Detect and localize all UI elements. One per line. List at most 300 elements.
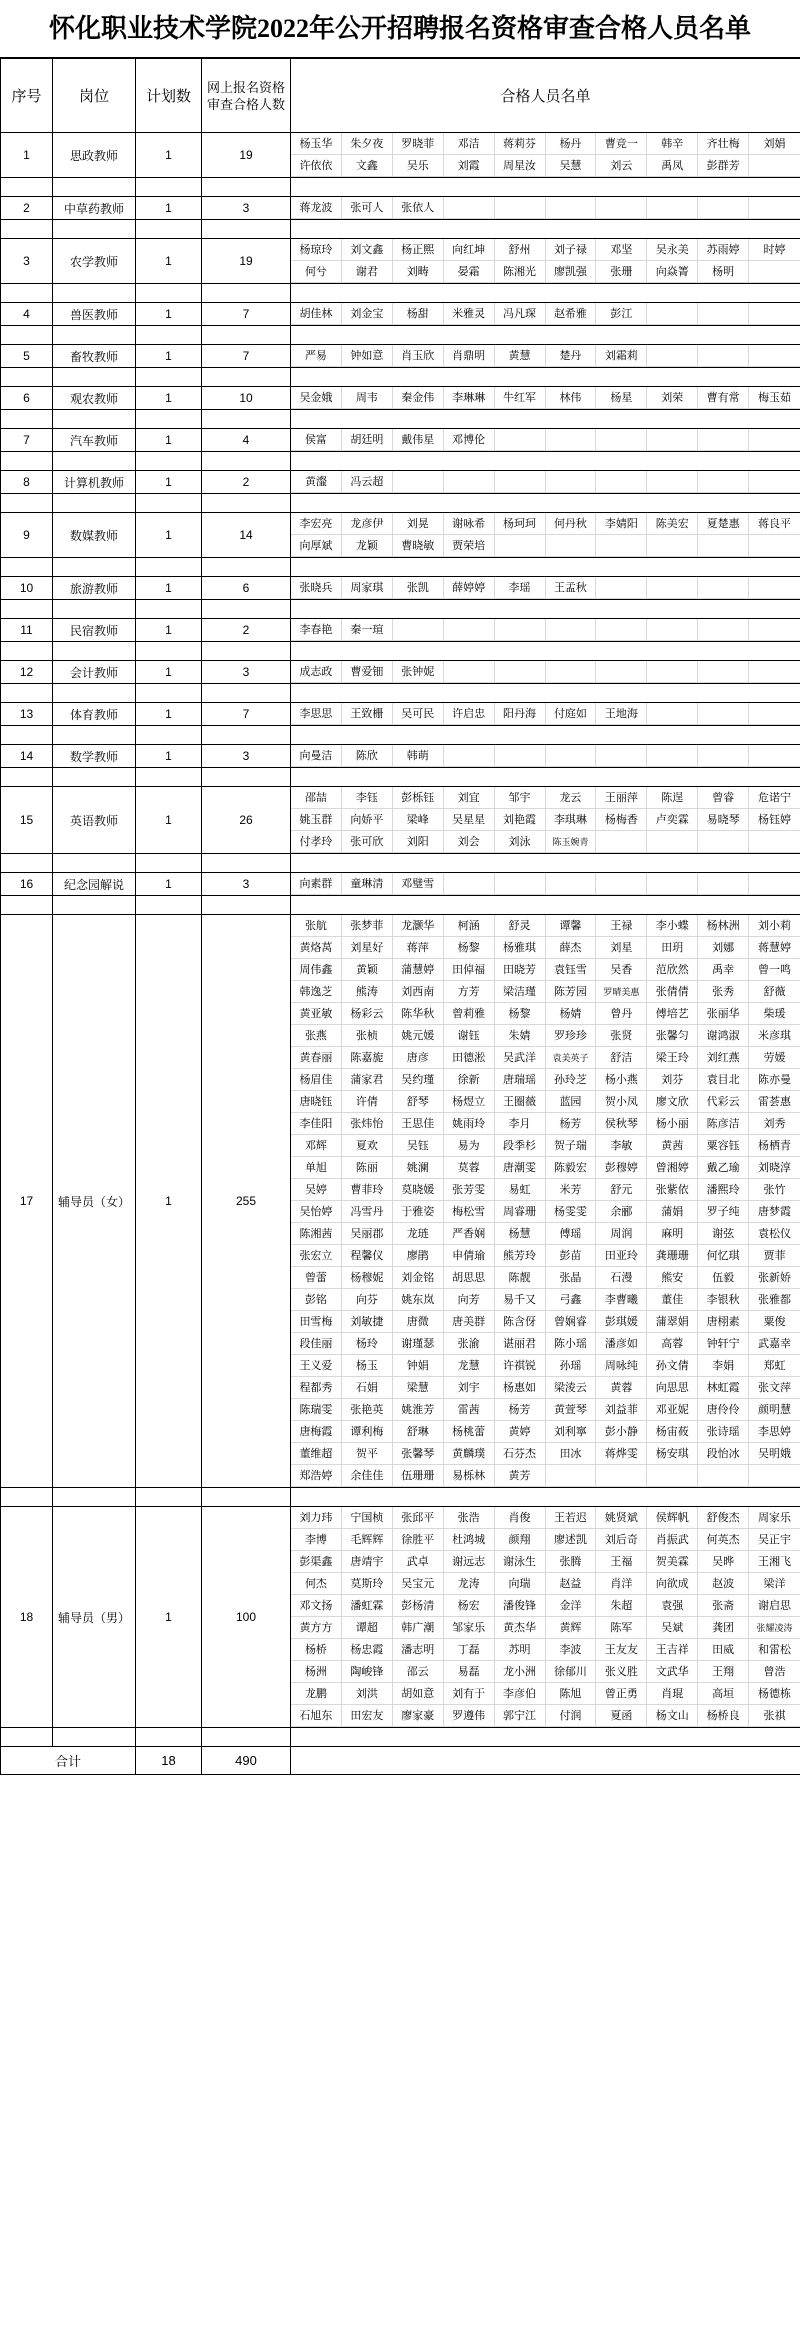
- name-cell: 向芬: [342, 1289, 393, 1311]
- row-count: 100: [202, 1507, 291, 1728]
- name-cell: 谭超: [342, 1617, 393, 1639]
- row-post: 英语教师: [53, 787, 136, 854]
- name-cell: 刘芬: [647, 1069, 698, 1091]
- empty-cell: [698, 303, 749, 325]
- spacer-cell: [53, 768, 136, 787]
- name-cell: 林虹霞: [698, 1377, 749, 1399]
- row-count: 2: [202, 471, 291, 494]
- name-cell: 袁强: [647, 1595, 698, 1617]
- name-cell: 谭馨: [546, 915, 597, 937]
- names-grid: [291, 577, 800, 599]
- empty-cell: [647, 429, 698, 451]
- name-cell: 梁慧: [393, 1377, 444, 1399]
- name-cell: 杨忠霞: [342, 1639, 393, 1661]
- name-cell: 向焱箐: [647, 261, 698, 283]
- spacer-cell: [202, 220, 291, 239]
- spacer-cell: [53, 600, 136, 619]
- name-cell: 张腾: [546, 1551, 597, 1573]
- name-cell: 薛杰: [546, 937, 597, 959]
- name-cell: 王圈薇: [495, 1091, 546, 1113]
- name-cell: 田威: [698, 1639, 749, 1661]
- spacer-row: [1, 410, 800, 429]
- spacer-cell: [1, 684, 53, 703]
- name-cell: 杨德栋: [749, 1683, 800, 1705]
- row-names: [291, 133, 800, 178]
- name-cell: 颜明慧: [749, 1399, 800, 1421]
- empty-cell: [647, 831, 698, 853]
- row-no: 10: [1, 577, 53, 600]
- row-plan: 1: [136, 703, 202, 726]
- spacer-row: [1, 1728, 800, 1747]
- empty-cell: [749, 831, 800, 853]
- name-cell: 肖振武: [647, 1529, 698, 1551]
- row-plan: 1: [136, 197, 202, 220]
- name-cell: 刘娟: [749, 133, 800, 155]
- name-cell: 杨玉华: [291, 133, 342, 155]
- spacer-cell: [202, 326, 291, 345]
- empty-cell: [698, 745, 749, 767]
- names-grid: [291, 345, 800, 367]
- name-cell: 唐梦霞: [749, 1201, 800, 1223]
- spacer-cell: [291, 726, 800, 745]
- name-cell: 龙慧: [444, 1355, 495, 1377]
- name-cell: 潘志明: [393, 1639, 444, 1661]
- name-cell: 张馨琴: [393, 1443, 444, 1465]
- spacer-cell: [291, 1488, 800, 1507]
- empty-cell: [698, 1465, 749, 1487]
- empty-cell: [749, 577, 800, 599]
- name-cell: 张可欣: [342, 831, 393, 853]
- name-cell: 蒲慧婷: [393, 959, 444, 981]
- row-post: 辅导员（女）: [53, 915, 136, 1488]
- name-cell: 麻明: [647, 1223, 698, 1245]
- name-cell: 舒州: [495, 239, 546, 261]
- name-cell: 龚珊珊: [647, 1245, 698, 1267]
- name-cell: 刘秀: [749, 1113, 800, 1135]
- name-cell: 柴瑗: [749, 1003, 800, 1025]
- spacer-cell: [1, 326, 53, 345]
- name-cell: 武卓: [393, 1551, 444, 1573]
- name-cell: 胡如意: [393, 1683, 444, 1705]
- name-cell: 薛婷婷: [444, 577, 495, 599]
- empty-cell: [444, 619, 495, 641]
- name-cell: 杨彩云: [342, 1003, 393, 1025]
- empty-cell: [444, 873, 495, 895]
- name-cell: 陈靓: [495, 1267, 546, 1289]
- name-cell: 蒋良平: [749, 513, 800, 535]
- name-cell: 刘娜: [698, 937, 749, 959]
- empty-cell: [698, 703, 749, 725]
- empty-cell: [596, 577, 647, 599]
- name-cell: 蒋慧婷: [749, 937, 800, 959]
- name-cell: 朱超: [596, 1595, 647, 1617]
- name-cell: 刘霜莉: [596, 345, 647, 367]
- row-post: 中草药教师: [53, 197, 136, 220]
- spacer-cell: [1, 600, 53, 619]
- row-post: 辅导员（男）: [53, 1507, 136, 1728]
- name-cell: 牛红军: [495, 387, 546, 409]
- qualified-list-table: [0, 58, 800, 1775]
- name-cell: 严易: [291, 345, 342, 367]
- row-names: [291, 703, 800, 726]
- row-plan: 1: [136, 787, 202, 854]
- spacer-cell: [136, 494, 202, 513]
- name-cell: 王丽萍: [596, 787, 647, 809]
- name-cell: 蒋烨雯: [596, 1443, 647, 1465]
- name-cell: 杨洲: [291, 1661, 342, 1683]
- names-grid: [291, 703, 800, 725]
- name-cell: 姚澜: [393, 1157, 444, 1179]
- header-post: 岗位: [53, 59, 136, 133]
- name-cell: 段佳丽: [291, 1333, 342, 1355]
- name-cell: 胡佳林: [291, 303, 342, 325]
- name-cell: 舒洁: [596, 1047, 647, 1069]
- name-cell: 张贤: [596, 1025, 647, 1047]
- name-cell: 罗晓菲: [393, 133, 444, 155]
- name-cell: 代彩云: [698, 1091, 749, 1113]
- spacer-cell: [1, 452, 53, 471]
- empty-cell: [596, 429, 647, 451]
- empty-cell: [596, 471, 647, 493]
- name-cell: 危诺宁: [749, 787, 800, 809]
- row-names: [291, 387, 800, 410]
- name-cell: 程馨仪: [342, 1245, 393, 1267]
- spacer-cell: [291, 452, 800, 471]
- row-plan: 1: [136, 133, 202, 178]
- name-cell: 黄芳: [495, 1465, 546, 1487]
- name-cell: 杨婧: [546, 1003, 597, 1025]
- name-cell: 王孟秋: [546, 577, 597, 599]
- row-no: 5: [1, 345, 53, 368]
- name-cell: 张晓兵: [291, 577, 342, 599]
- empty-cell: [546, 873, 597, 895]
- name-cell: 米芳: [546, 1179, 597, 1201]
- spacer-cell: [291, 896, 800, 915]
- empty-cell: [647, 197, 698, 219]
- name-cell: 龙琏: [393, 1223, 444, 1245]
- table-row: [1, 661, 800, 684]
- empty-cell: [749, 535, 800, 557]
- name-cell: 杨珂珂: [495, 513, 546, 535]
- name-cell: 唐梅霞: [291, 1421, 342, 1443]
- name-cell: 刘宇: [444, 1377, 495, 1399]
- name-cell: 邓辉: [291, 1135, 342, 1157]
- name-cell: 张可人: [342, 197, 393, 219]
- name-cell: 曹爱钿: [342, 661, 393, 683]
- name-cell: 杨栖青: [749, 1135, 800, 1157]
- name-cell: 杨眉佳: [291, 1069, 342, 1091]
- name-cell: 杨明: [698, 261, 749, 283]
- spacer-cell: [202, 284, 291, 303]
- name-cell: 罗子纯: [698, 1201, 749, 1223]
- row-count: 7: [202, 703, 291, 726]
- empty-cell: [444, 197, 495, 219]
- name-cell: 王若迟: [546, 1507, 597, 1529]
- name-cell: 于雅姿: [393, 1201, 444, 1223]
- row-post: 计算机教师: [53, 471, 136, 494]
- name-cell: 杨芳: [495, 1399, 546, 1421]
- spacer-cell: [291, 768, 800, 787]
- page-title: 怀化职业技术学院2022年公开招聘报名资格审查合格人员名单: [0, 0, 800, 58]
- name-cell: 赵波: [698, 1573, 749, 1595]
- name-cell: 贾菲: [749, 1245, 800, 1267]
- names-grid: [291, 429, 800, 451]
- name-cell: 卢奕霖: [647, 809, 698, 831]
- spacer-cell: [202, 410, 291, 429]
- name-cell: 刘小莉: [749, 915, 800, 937]
- name-cell: 杨桥: [291, 1639, 342, 1661]
- name-cell: 韩广潮: [393, 1617, 444, 1639]
- empty-cell: [749, 155, 800, 177]
- spacer-cell: [202, 178, 291, 197]
- empty-cell: [495, 471, 546, 493]
- empty-cell: [596, 197, 647, 219]
- name-cell: 曾正勇: [596, 1683, 647, 1705]
- name-cell: 张炜怡: [342, 1113, 393, 1135]
- name-cell: 刘敏捷: [342, 1311, 393, 1333]
- name-cell: 田冰: [546, 1443, 597, 1465]
- name-cell: 齐壮梅: [698, 133, 749, 155]
- name-cell: 张祺: [749, 1705, 800, 1727]
- spacer-cell: [291, 600, 800, 619]
- empty-cell: [749, 661, 800, 683]
- name-cell: 程都秀: [291, 1377, 342, 1399]
- empty-cell: [495, 619, 546, 641]
- name-cell: 刘宜: [444, 787, 495, 809]
- name-cell: 吴武洋: [495, 1047, 546, 1069]
- row-names: [291, 345, 800, 368]
- row-plan: 1: [136, 471, 202, 494]
- name-cell: 孙玲芝: [546, 1069, 597, 1091]
- name-cell: 付孝玲: [291, 831, 342, 853]
- name-cell: 蒋萍: [393, 937, 444, 959]
- name-cell: 周家乐: [749, 1507, 800, 1529]
- spacer-cell: [53, 558, 136, 577]
- name-cell: 吴怡婷: [291, 1201, 342, 1223]
- row-names: [291, 661, 800, 684]
- name-cell: 贺小凤: [596, 1091, 647, 1113]
- name-cell: 向娇平: [342, 809, 393, 831]
- name-cell: 邓坚: [596, 239, 647, 261]
- name-cell: 方芳: [444, 981, 495, 1003]
- name-cell: 谢启思: [749, 1595, 800, 1617]
- header-no: 序号: [1, 59, 53, 133]
- table-row: [1, 873, 800, 896]
- spacer-row: [1, 684, 800, 703]
- total-plan: 18: [136, 1747, 202, 1775]
- name-cell: 周星汝: [495, 155, 546, 177]
- name-cell: 龚团: [698, 1617, 749, 1639]
- spacer-row: [1, 726, 800, 745]
- name-cell: 陈彦洁: [698, 1113, 749, 1135]
- name-cell: 石旭东: [291, 1705, 342, 1727]
- name-cell: 彭穆婷: [596, 1157, 647, 1179]
- name-cell: 段季杉: [495, 1135, 546, 1157]
- name-cell: 李瑶: [495, 577, 546, 599]
- spacer-cell: [53, 410, 136, 429]
- spacer-cell: [291, 220, 800, 239]
- row-names: [291, 577, 800, 600]
- name-cell: 刘荣: [647, 387, 698, 409]
- name-cell: 吴宝元: [393, 1573, 444, 1595]
- name-cell: 吴明娥: [749, 1443, 800, 1465]
- empty-cell: [749, 471, 800, 493]
- name-cell: 彭群芳: [698, 155, 749, 177]
- name-cell: 时婷: [749, 239, 800, 261]
- name-cell: 夏欢: [342, 1135, 393, 1157]
- empty-cell: [647, 471, 698, 493]
- spacer-cell: [202, 600, 291, 619]
- name-cell: 段怡冰: [698, 1443, 749, 1465]
- name-cell: 熊芳玲: [495, 1245, 546, 1267]
- row-count: 10: [202, 387, 291, 410]
- table-row: [1, 577, 800, 600]
- spacer-cell: [1, 768, 53, 787]
- name-cell: 韩逸芝: [291, 981, 342, 1003]
- name-cell: 张馨匀: [647, 1025, 698, 1047]
- name-cell: 黄杰华: [495, 1617, 546, 1639]
- name-cell: 蒲娟: [647, 1201, 698, 1223]
- name-cell: 邹宇: [495, 787, 546, 809]
- name-cell: 陈含伢: [495, 1311, 546, 1333]
- name-cell: 傅培艺: [647, 1003, 698, 1025]
- row-count: 4: [202, 429, 291, 452]
- name-cell: 罗遵伟: [444, 1705, 495, 1727]
- name-cell: 邵云: [393, 1661, 444, 1683]
- name-cell: 唐彦: [393, 1047, 444, 1069]
- name-cell: 谢鸿淑: [698, 1025, 749, 1047]
- name-cell: 戴伟星: [393, 429, 444, 451]
- name-cell: 唐瑞瑶: [495, 1069, 546, 1091]
- names-grid: [291, 1507, 800, 1727]
- name-cell: 贺美霖: [647, 1551, 698, 1573]
- name-cell: 刘星好: [342, 937, 393, 959]
- name-cell: 彭江: [596, 303, 647, 325]
- table-row: [1, 745, 800, 768]
- spacer-cell: [136, 326, 202, 345]
- name-cell: 杨芳: [546, 1113, 597, 1135]
- name-cell: 张诗瑶: [698, 1421, 749, 1443]
- name-cell: 彭杨清: [393, 1595, 444, 1617]
- empty-cell: [647, 577, 698, 599]
- name-cell: 贺平: [342, 1443, 393, 1465]
- name-cell: 谢远志: [444, 1551, 495, 1573]
- empty-cell: [596, 619, 647, 641]
- name-cell: 彭铭: [291, 1289, 342, 1311]
- name-cell: 杨黎: [444, 937, 495, 959]
- names-grid: [291, 387, 800, 409]
- name-cell: 刘晃: [393, 513, 444, 535]
- empty-cell: [698, 873, 749, 895]
- name-cell: 胡思思: [444, 1267, 495, 1289]
- empty-cell: [647, 303, 698, 325]
- name-cell: 龙小洲: [495, 1661, 546, 1683]
- name-cell: 张依人: [393, 197, 444, 219]
- name-cell: 陶峻锋: [342, 1661, 393, 1683]
- name-cell: 雷荟惠: [749, 1091, 800, 1113]
- spacer-cell: [291, 494, 800, 513]
- spacer-cell: [291, 284, 800, 303]
- row-no: 7: [1, 429, 53, 452]
- name-cell: 童琳清: [342, 873, 393, 895]
- spacer-cell: [1, 726, 53, 745]
- row-no: 17: [1, 915, 53, 1488]
- name-cell: 陈芳园: [546, 981, 597, 1003]
- name-cell: 吴慧: [546, 155, 597, 177]
- name-cell: 张梦菲: [342, 915, 393, 937]
- spacer-cell: [202, 1728, 291, 1747]
- name-cell: 田倬福: [444, 959, 495, 981]
- name-cell: 陈亦曼: [749, 1069, 800, 1091]
- table-row: [1, 133, 800, 178]
- name-cell: 姚雨玲: [444, 1113, 495, 1135]
- row-plan: 1: [136, 915, 202, 1488]
- name-cell: 孙文倩: [647, 1355, 698, 1377]
- name-cell: 许祺锐: [495, 1355, 546, 1377]
- name-cell: 李娟: [698, 1355, 749, 1377]
- names-grid: [291, 787, 800, 853]
- name-cell: 丁磊: [444, 1639, 495, 1661]
- name-cell: 刘畴: [393, 261, 444, 283]
- name-cell: 戴乙瑜: [698, 1157, 749, 1179]
- row-count: 14: [202, 513, 291, 558]
- name-cell: 邵喆: [291, 787, 342, 809]
- empty-cell: [495, 197, 546, 219]
- name-cell: 张秀: [698, 981, 749, 1003]
- name-cell: 柯涵: [444, 915, 495, 937]
- name-cell: 贾荣培: [444, 535, 495, 557]
- name-cell: 龙彦伊: [342, 513, 393, 535]
- spacer-row: [1, 220, 800, 239]
- name-cell: 向素群: [291, 873, 342, 895]
- empty-cell: [546, 661, 597, 683]
- name-cell: 董佳: [647, 1289, 698, 1311]
- name-cell: 刘力玮: [291, 1507, 342, 1529]
- name-cell: 田玥: [647, 937, 698, 959]
- row-plan: 1: [136, 619, 202, 642]
- name-cell: 刘晓淳: [749, 1157, 800, 1179]
- table-row: [1, 303, 800, 326]
- spacer-cell: [53, 684, 136, 703]
- name-cell: 杨小丽: [647, 1113, 698, 1135]
- name-cell: 成志政: [291, 661, 342, 683]
- name-cell: 严香娴: [444, 1223, 495, 1245]
- name-cell: 舒俊杰: [698, 1507, 749, 1529]
- name-cell: 石漫: [596, 1267, 647, 1289]
- empty-cell: [698, 345, 749, 367]
- name-cell: 范欣然: [647, 959, 698, 981]
- name-cell: 劳媛: [749, 1047, 800, 1069]
- spacer-cell: [53, 220, 136, 239]
- names-grid: [291, 619, 800, 641]
- name-cell: 韩萌: [393, 745, 444, 767]
- name-cell: 冯凡琛: [495, 303, 546, 325]
- row-names: [291, 471, 800, 494]
- name-cell: 李婧阳: [596, 513, 647, 535]
- names-grid: [291, 133, 800, 177]
- name-cell: 弓鑫: [546, 1289, 597, 1311]
- header-names: 合格人员名单: [291, 59, 800, 133]
- name-cell: 石芬杰: [495, 1443, 546, 1465]
- spacer-cell: [136, 220, 202, 239]
- row-count: 7: [202, 345, 291, 368]
- name-cell: 陈丽: [342, 1157, 393, 1179]
- name-cell: 唐潮雯: [495, 1157, 546, 1179]
- name-cell: 彭小静: [596, 1421, 647, 1443]
- name-cell: 向红坤: [444, 239, 495, 261]
- table-row: [1, 197, 800, 220]
- name-cell: 何忆琪: [698, 1245, 749, 1267]
